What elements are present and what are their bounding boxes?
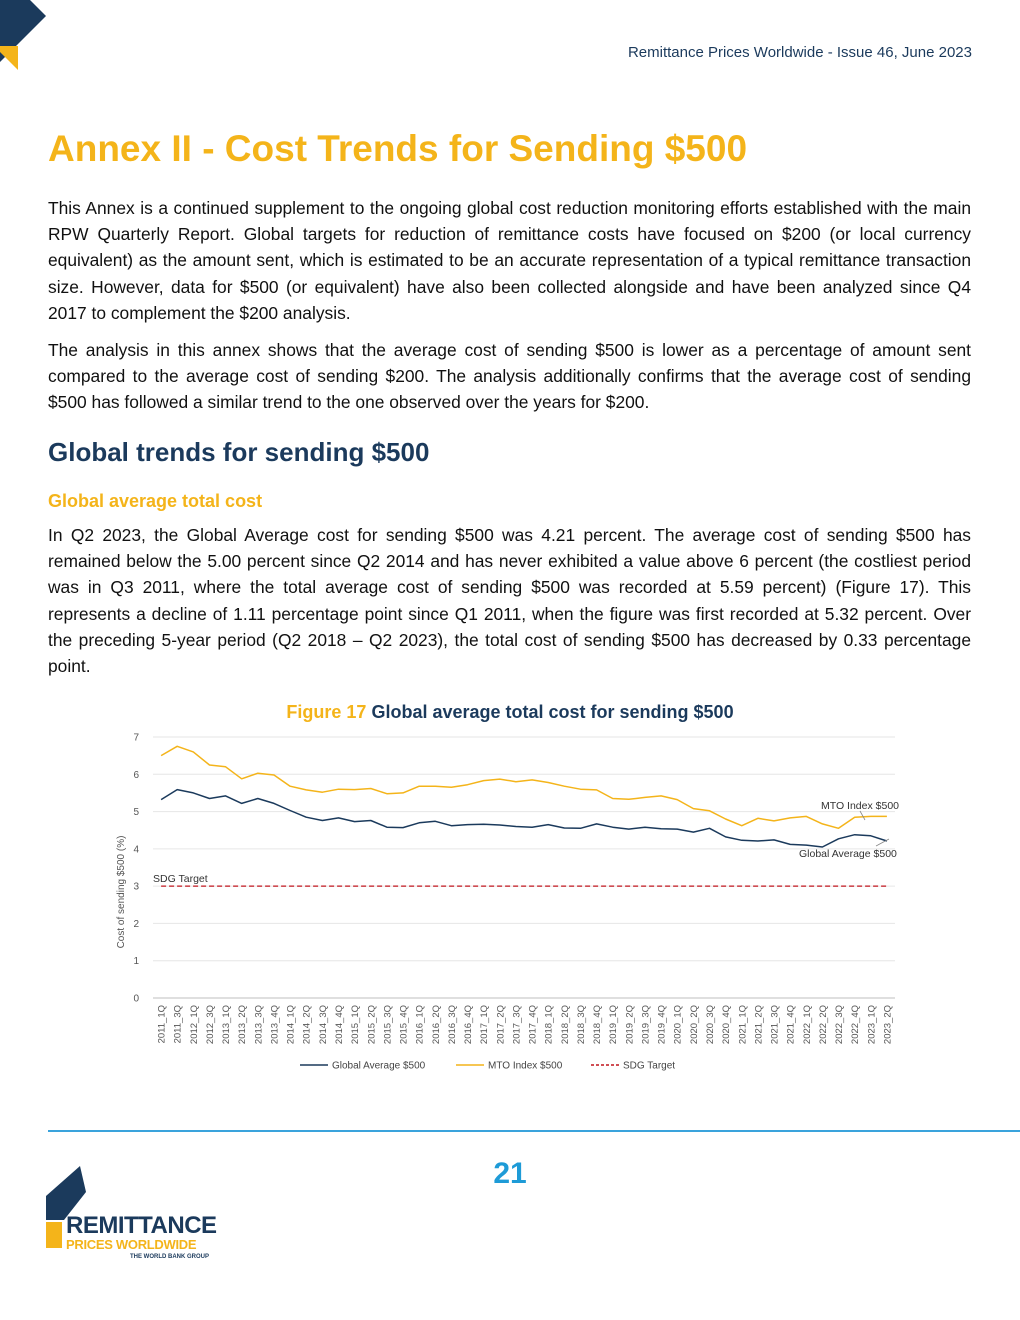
x-tick-label: 2020_4Q (721, 1005, 733, 1045)
x-tick-label: 2019_3Q (640, 1005, 652, 1045)
x-tick-label: 2014_2Q (301, 1005, 313, 1045)
running-header: Remittance Prices Worldwide - Issue 46, June 2023 (627, 44, 972, 61)
sdg-target-annotation: SDG Target (153, 873, 208, 885)
x-tick-label: 2016_3Q (446, 1005, 458, 1045)
x-tick-label: 2014_1Q (285, 1005, 297, 1045)
x-tick-label: 2023_1Q (866, 1005, 878, 1045)
x-tick-label: 2016_1Q (414, 1005, 426, 1045)
x-tick-label: 2018_3Q (575, 1005, 587, 1045)
series-line-global-average-500 (161, 790, 887, 847)
y-tick-label: 0 (133, 993, 139, 1005)
series-line-mto-index-500 (161, 746, 887, 828)
remittance-prices-logo (44, 1164, 217, 1264)
y-axis-label: Cost of sending $500 (%) (116, 835, 127, 949)
x-tick-label: 2021_3Q (769, 1005, 781, 1045)
x-tick-label: 2018_1Q (543, 1005, 555, 1045)
x-tick-label: 2021_1Q (737, 1005, 749, 1045)
section-heading: Global trends for sending $500 (48, 437, 430, 467)
corner-ornament (0, 0, 50, 72)
x-tick-label: 2022_3Q (834, 1005, 846, 1045)
x-tick-label: 2021_4Q (785, 1005, 797, 1045)
y-tick-label: 6 (133, 769, 139, 781)
x-tick-label: 2017_3Q (511, 1005, 523, 1045)
x-tick-label: 2023_2Q (882, 1005, 894, 1045)
x-tick-label: 2014_4Q (334, 1005, 345, 1045)
figure-number: Figure 17 (286, 702, 367, 722)
logo-tagline: THE WORLD BANK GROUP (130, 1254, 209, 1260)
x-tick-label: 2013_1Q (221, 1005, 233, 1045)
x-tick-label: 2019_1Q (608, 1005, 620, 1045)
series-lines (161, 746, 887, 886)
x-tick-label: 2020_1Q (672, 1005, 684, 1045)
x-tick-label: 2021_2Q (753, 1005, 765, 1045)
x-tick-label: 2013_4Q (269, 1005, 281, 1045)
global-average-annotation: Global Average $500 (799, 848, 897, 860)
x-tick-label: 2015_3Q (382, 1005, 394, 1045)
x-tick-label: 2020_2Q (688, 1005, 700, 1045)
x-tick-label: 2015_4Q (398, 1005, 410, 1045)
x-tick-label: 2012_3Q (204, 1005, 216, 1045)
annex-paragraph-1: This Annex is a continued supplement to the ongoing global cost reduction monitoring efforts established with the main RPW Quarterly Report. Global targets for reduction of remittance costs have focused on $200 (or local currency equivalent) as the amount sent, which is estimated to be an accurate representation of a typical remittance transaction size. However, data for $500 (or equivalent) have also been collected alongside and have been analyzed since Q4 2017 to complement the $200 analysis. (48, 198, 971, 323)
x-tick-label: 2014_3Q (317, 1005, 329, 1045)
footer-rule (48, 1130, 1020, 1132)
y-tick-label: 3 (133, 881, 139, 893)
x-tick-label: 2015_1Q (350, 1005, 362, 1045)
x-tick-label: 2017_2Q (495, 1005, 507, 1045)
x-tick-label: 2016_4Q (463, 1005, 475, 1045)
legend-label: Global Average $500 (332, 1060, 426, 1072)
logo-title: REMITTANCE (66, 1212, 217, 1239)
x-tick-label: 2019_4Q (656, 1005, 668, 1045)
figure-caption-text: Global average total cost for sending $500 (371, 702, 734, 722)
y-tick-label: 2 (133, 918, 139, 930)
y-tick-label: 5 (133, 807, 139, 819)
x-tick-label: 2022_2Q (817, 1005, 829, 1045)
x-tick-label: 2018_2Q (559, 1005, 571, 1045)
page-number: 21 (493, 1157, 527, 1190)
sub-heading: Global average total cost (48, 491, 263, 511)
x-tick-label: 2013_2Q (237, 1005, 249, 1045)
mto-index-leader (860, 811, 865, 820)
y-tick-label: 4 (133, 844, 139, 856)
x-tick-label: 2016_2Q (430, 1005, 442, 1045)
annex-title: Annex II - Cost Trends for Sending $500 (48, 128, 748, 169)
y-tick-label: 7 (133, 732, 139, 744)
x-tick-label: 2020_3Q (705, 1005, 716, 1045)
section-paragraph: In Q2 2023, the Global Average cost for sending $500 was 4.21 percent. The average cost of sending $500 has remained below the 5.00 percent since Q2 2014 and has never exhibited a value above 6 percent (the costliest period was in Q3 2011, where the total average cost of sending $500 was recorded at 5.59 percent) (Figure 17). This represents a decline of 1.11 percentage point since Q1 2011, when the figure was first recorded at 5.32 percent. Over the preceding 5-year period (Q2 2018 – Q2 2023), the total cost of sending $500 has decreased by 0.33 percentage point. (48, 525, 971, 677)
mto-index-annotation: MTO Index $500 (821, 800, 900, 812)
x-tick-label: 2013_3Q (253, 1005, 265, 1045)
line-chart (100, 728, 920, 1080)
x-tick-label: 2012_1Q (188, 1005, 200, 1045)
legend-label: SDG Target (623, 1060, 676, 1072)
x-tick-label: 2017_1Q (479, 1005, 491, 1045)
x-tick-label: 2015_2Q (366, 1005, 378, 1045)
x-tick-label: 2022_1Q (801, 1005, 813, 1045)
y-tick-label: 1 (133, 956, 139, 968)
x-tick-label: 2011_1Q (156, 1005, 168, 1044)
x-tick-label: 2022_4Q (850, 1005, 862, 1045)
figure-caption (0, 702, 1020, 723)
x-tick-label: 2018_4Q (592, 1005, 604, 1045)
chart-legend (300, 1061, 675, 1072)
y-tick-labels (133, 733, 139, 1005)
x-tick-label: 2019_2Q (624, 1005, 636, 1045)
gridlines (153, 737, 895, 998)
logo-subtitle: PRICES WORLDWIDE (66, 1237, 197, 1252)
annex-paragraph-2: The analysis in this annex shows that the average cost of sending $500 is lower as a percentage of amount sent compared to the average cost of sending $200. The analysis additionally confirms that the average cost of sending $500 has followed a similar trend to the one observed over the years for $200. (48, 340, 971, 413)
x-tick-labels (157, 1005, 894, 1044)
legend-label: MTO Index $500 (488, 1060, 563, 1072)
x-tick-label: 2011_3Q (172, 1005, 184, 1044)
x-tick-label: 2017_4Q (527, 1005, 539, 1045)
